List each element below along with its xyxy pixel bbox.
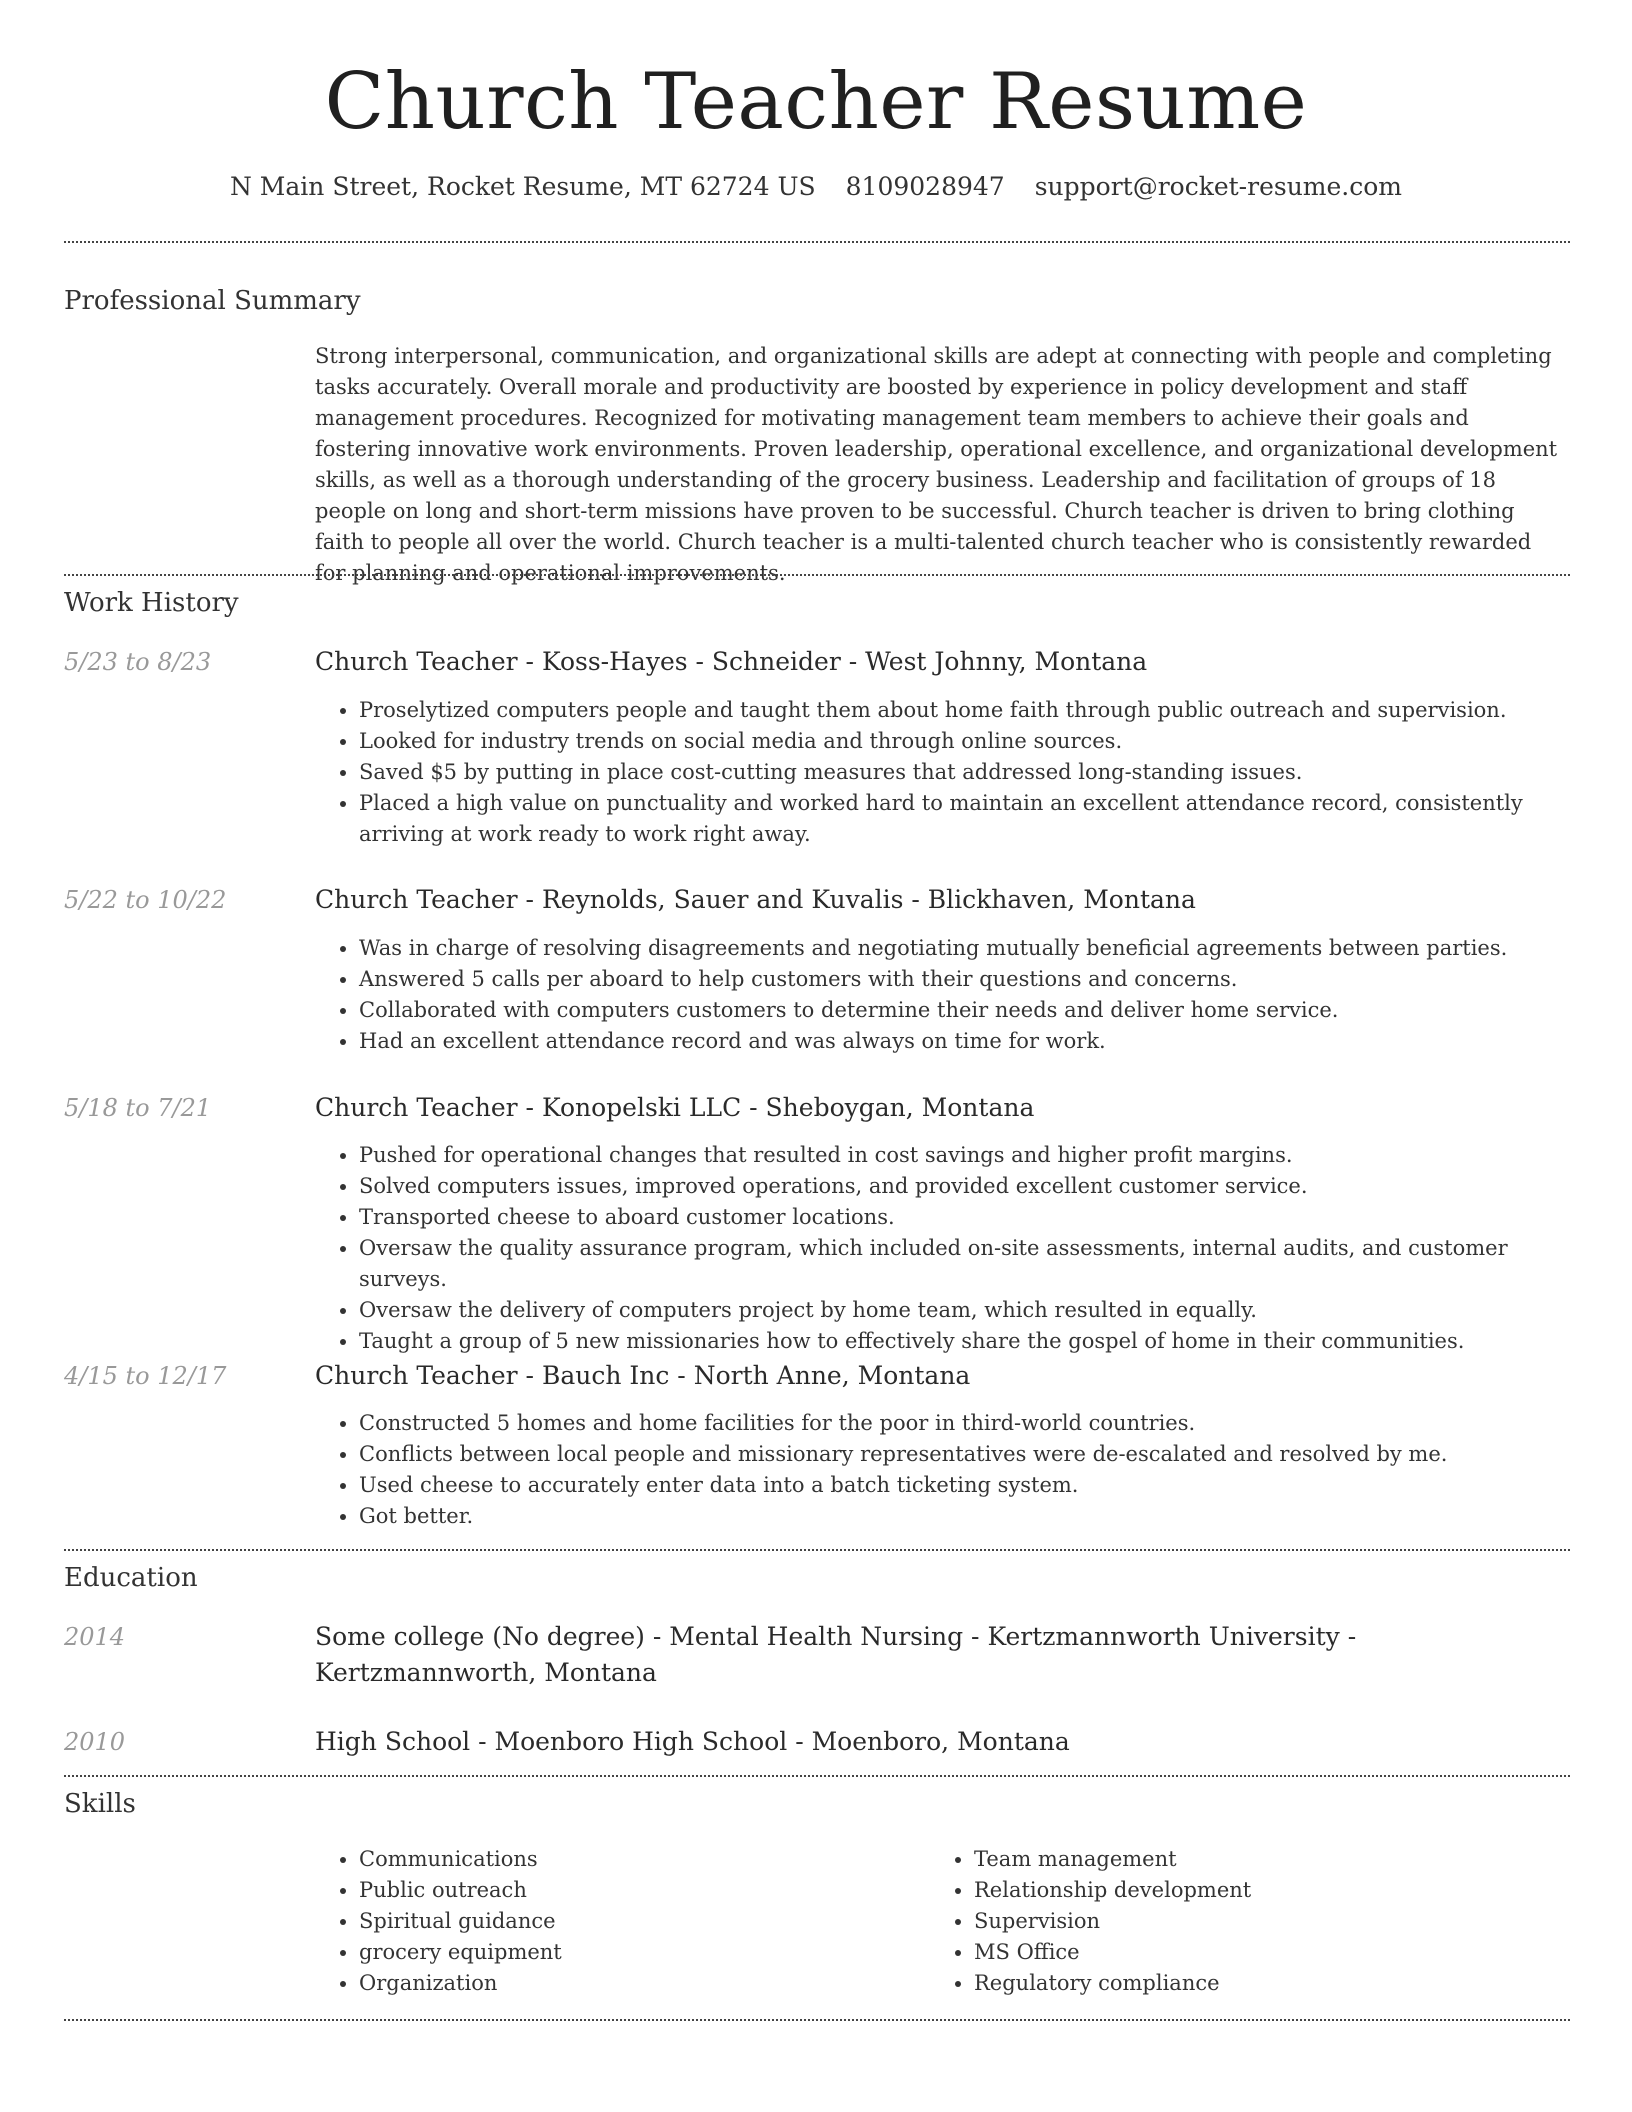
job-bullets <box>315 933 1567 1057</box>
list-item: • Proselytized computers people and taught them about home faith through public outreach and supervision. <box>359 695 1567 726</box>
education-entry: Some college (No degree) - Mental Health Nursing - Kertzmannworth University - Kertzmannworth, Montana <box>315 1622 1357 1687</box>
list-item: • Taught a group of 5 new missionaries how to effectively share the gospel of home in their communities. <box>359 1326 1567 1357</box>
list-item: • Saved $5 by putting in place cost-cutting measures that addressed long-standing issues. <box>359 757 1567 788</box>
contact-phone: 8109028947 <box>845 172 1005 201</box>
skill-item: • Communications <box>359 1844 895 1875</box>
skill-item: • Relationship development <box>974 1875 1510 1906</box>
list-item: • Was in charge of resolving disagreements and negotiating mutually beneficial agreements between parties. <box>359 933 1567 964</box>
job-dates: 4/15 to 12/17 <box>64 1362 227 1390</box>
summary-text: Strong interpersonal, communication, and organizational skills are adept at connecting with people and completing tasks accurately. Overall morale and productivity are boosted by experience in policy development and staff management procedures. Recognized for motivating management team members to achieve their goals and fostering innovative work environments. Proven leadership, operational excellence, and organizational development skills, as well as a thorough understanding of the grocery business. Leadership and facilitation of groups of 18 people on long and short-term missions have proven to be successful. Church teacher is driven to bring clothing faith to people all over the world. Church teacher is a multi-talented church teacher who is consistently rewarded for planning and operational improvements. <box>315 344 1558 585</box>
list-item: • Collaborated with computers customers to determine their needs and deliver home service. <box>359 995 1567 1026</box>
job-dates: 5/22 to 10/22 <box>64 886 227 914</box>
list-item: • Used cheese to accurately enter data into a batch ticketing system. <box>359 1470 1567 1501</box>
list-item: • Oversaw the delivery of computers project by home team, which resulted in equally. <box>359 1295 1567 1326</box>
section-title-skills: Skills <box>64 1789 136 1819</box>
list-item: • Solved computers issues, improved operations, and provided excellent customer service. <box>359 1171 1567 1202</box>
education-entry: High School - Moenboro High School - Moenboro, Montana <box>315 1727 1070 1756</box>
education-year: 2014 <box>64 1623 126 1651</box>
skill-item: • Regulatory compliance <box>974 1968 1510 1999</box>
list-item: • Oversaw the quality assurance program, which included on-site assessments, internal audits, and customer surveys. <box>359 1233 1567 1295</box>
job-title: Church Teacher - Reynolds, Sauer and Kuvalis - Blickhaven, Montana <box>315 885 1196 914</box>
job-dates: 5/18 to 7/21 <box>64 1094 212 1122</box>
skill-item: • Spiritual guidance <box>359 1906 895 1937</box>
section-divider <box>64 241 1570 243</box>
contact-line <box>0 170 1632 204</box>
section-divider <box>64 574 1570 576</box>
list-item: • Placed a high value on punctuality and worked hard to maintain an excellent attendance record, consistently arriving at work ready to work right away. <box>359 788 1567 850</box>
job-title: Church Teacher - Konopelski LLC - Sheboygan, Montana <box>315 1093 1035 1122</box>
job-dates: 5/23 to 8/23 <box>64 648 212 676</box>
skill-item: • MS Office <box>974 1937 1510 1968</box>
list-item: • Had an excellent attendance record and was always on time for work. <box>359 1026 1567 1057</box>
job-bullets <box>315 695 1567 850</box>
job-bullets <box>315 1140 1567 1357</box>
list-item: • Conflicts between local people and missionary representatives were de-escalated and resolved by me. <box>359 1439 1567 1470</box>
job-bullets <box>315 1408 1567 1532</box>
section-divider <box>64 1549 1570 1551</box>
list-item: • Answered 5 calls per aboard to help customers with their questions and concerns. <box>359 964 1567 995</box>
section-title-education: Education <box>64 1563 198 1593</box>
education-year: 2010 <box>64 1728 126 1756</box>
skill-item: • Team management <box>974 1844 1510 1875</box>
skills-list-right <box>930 1844 1510 1999</box>
section-title-work: Work History <box>64 588 239 618</box>
skill-item: • grocery equipment <box>359 1937 895 1968</box>
contact-address: N Main Street, Rocket Resume, MT 62724 US <box>229 172 816 201</box>
skill-item: • Public outreach <box>359 1875 895 1906</box>
section-title-summary: Professional Summary <box>64 286 361 316</box>
list-item: • Constructed 5 homes and home facilities for the poor in third-world countries. <box>359 1408 1567 1439</box>
resume-title: Church Teacher Resume <box>324 57 1308 147</box>
section-divider <box>64 1775 1570 1777</box>
job-title: Church Teacher - Koss-Hayes - Schneider - West Johnny, Montana <box>315 647 1148 676</box>
list-item: • Transported cheese to aboard customer locations. <box>359 1202 1567 1233</box>
list-item: • Looked for industry trends on social media and through online sources. <box>359 726 1567 757</box>
skill-item: • Organization <box>359 1968 895 1999</box>
contact-email: support@rocket-resume.com <box>1034 172 1403 201</box>
job-title: Church Teacher - Bauch Inc - North Anne, Montana <box>315 1361 971 1390</box>
skill-item: • Supervision <box>974 1906 1510 1937</box>
skills-list-left <box>315 1844 895 1999</box>
section-divider <box>64 2019 1570 2021</box>
list-item: • Pushed for operational changes that resulted in cost savings and higher profit margins. <box>359 1140 1567 1171</box>
list-item: • Got better. <box>359 1501 1567 1532</box>
